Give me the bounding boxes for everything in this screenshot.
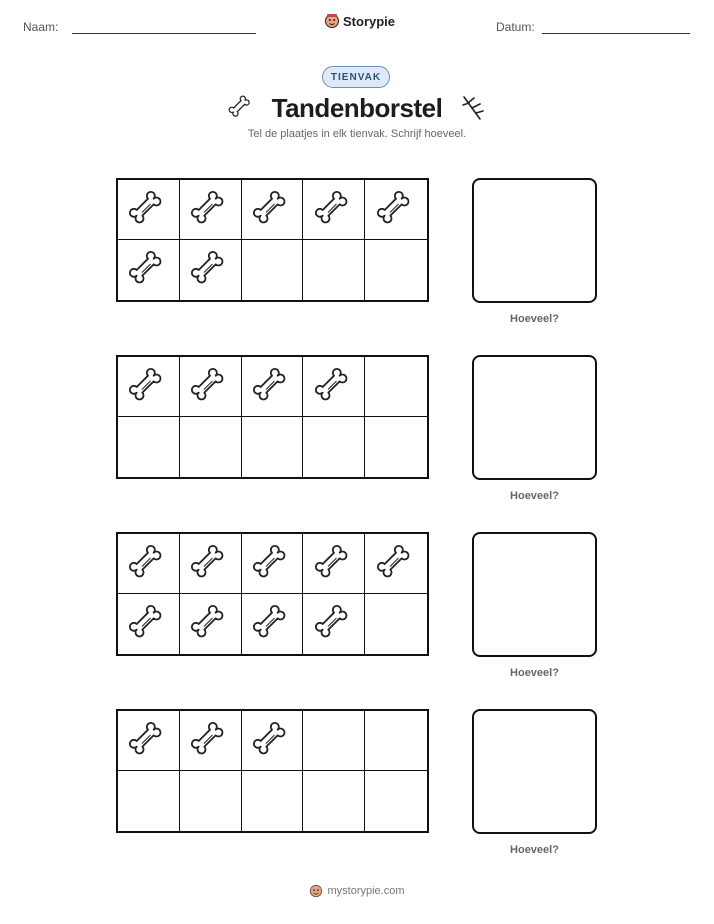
bone-icon [314,604,354,644]
footer [0,884,714,898]
ten-frame-cell [242,594,304,654]
ten-frame [116,178,429,302]
ten-frame-cell [365,417,427,477]
ten-frame-cell [365,180,427,240]
ten-frame-cell [303,357,365,417]
ten-frame-cell [242,534,304,594]
ten-frame-cell [118,180,180,240]
bone-icon [252,190,292,230]
ten-frame-cell [303,771,365,831]
bone-icon [314,544,354,584]
brand-logo [324,13,395,29]
ten-frame-cell [365,771,427,831]
ten-frame-cell [180,240,242,300]
ten-frame-cell [242,771,304,831]
answer-box[interactable] [472,355,597,480]
bone-icon [128,721,168,761]
bone-icon [128,604,168,644]
ten-frame-cell [180,357,242,417]
answer-label: Hoeveel? [510,844,559,856]
ten-frame-cell [180,534,242,594]
bone-icon [128,367,168,407]
page-title: Tandenborstel [271,92,443,123]
ten-frame-cell [303,711,365,771]
ten-frame-cell [118,417,180,477]
ten-frame-cell [365,240,427,300]
brand-name: Storypie [343,13,396,29]
worksheet-type-badge: TIENVAK [322,66,390,88]
ten-frame-cell [180,180,242,240]
bone-icon [252,721,292,761]
bone-icon [252,604,292,644]
ten-frame-cell [365,534,427,594]
ten-frame-cell [180,711,242,771]
ten-frame-cell [242,240,304,300]
instructions: Tel de plaatjes in elk tienvak. Schrijf hoeveel. [247,128,467,140]
ten-frame-cell [242,357,304,417]
answer-box[interactable] [472,532,597,657]
ten-frame-cell [118,240,180,300]
bone-icon [128,190,168,230]
ten-frame-cell [303,240,365,300]
ten-frame-cell [118,711,180,771]
bone-icon [376,544,416,584]
bone-icon [190,604,230,644]
ten-frame-cell [365,357,427,417]
answer-label: Hoeveel? [510,667,559,679]
name-label: Naam: [23,20,59,34]
answer-label: Hoeveel? [510,313,559,325]
answer-box[interactable] [472,178,597,303]
bone-icon [190,544,230,584]
ten-frame-cell [180,417,242,477]
bone-icon [252,367,292,407]
storypie-mascot-icon [324,13,340,29]
ten-frame-cell [118,534,180,594]
ten-frame-cell [180,771,242,831]
bone-icon [314,367,354,407]
ten-frame-cell [242,180,304,240]
bone-icon [252,544,292,584]
title-row [0,90,714,126]
ten-frame-cell [118,771,180,831]
bone-icon [376,190,416,230]
ten-frame-cell [242,711,304,771]
ten-frame-cell [180,594,242,654]
ten-frame-cell [303,594,365,654]
answer-label: Hoeveel? [510,490,559,502]
ten-frame [116,709,429,833]
name-line[interactable] [72,33,256,34]
ten-frame-cell [365,711,427,771]
footer-url[interactable]: mystorypie.com [327,885,405,897]
ten-frame-cell [303,417,365,477]
bone-icon [190,367,230,407]
branch-icon [460,94,486,122]
ten-frame-cell [303,534,365,594]
ten-frame-cell [118,357,180,417]
bone-icon [128,250,168,290]
storypie-mascot-icon [309,884,323,898]
date-line[interactable] [542,33,690,34]
ten-frame [116,532,429,656]
bone-icon [314,190,354,230]
ten-frame-cell [118,594,180,654]
ten-frame-cell [303,180,365,240]
date-label: Datum: [496,20,535,34]
answer-box[interactable] [472,709,597,834]
bone-icon [190,190,230,230]
ten-frame [116,355,429,479]
ten-frame-cell [242,417,304,477]
bone-icon [190,250,230,290]
bone-icon [190,721,230,761]
ten-frame-cell [365,594,427,654]
bone-icon [228,95,254,121]
bone-icon [128,544,168,584]
